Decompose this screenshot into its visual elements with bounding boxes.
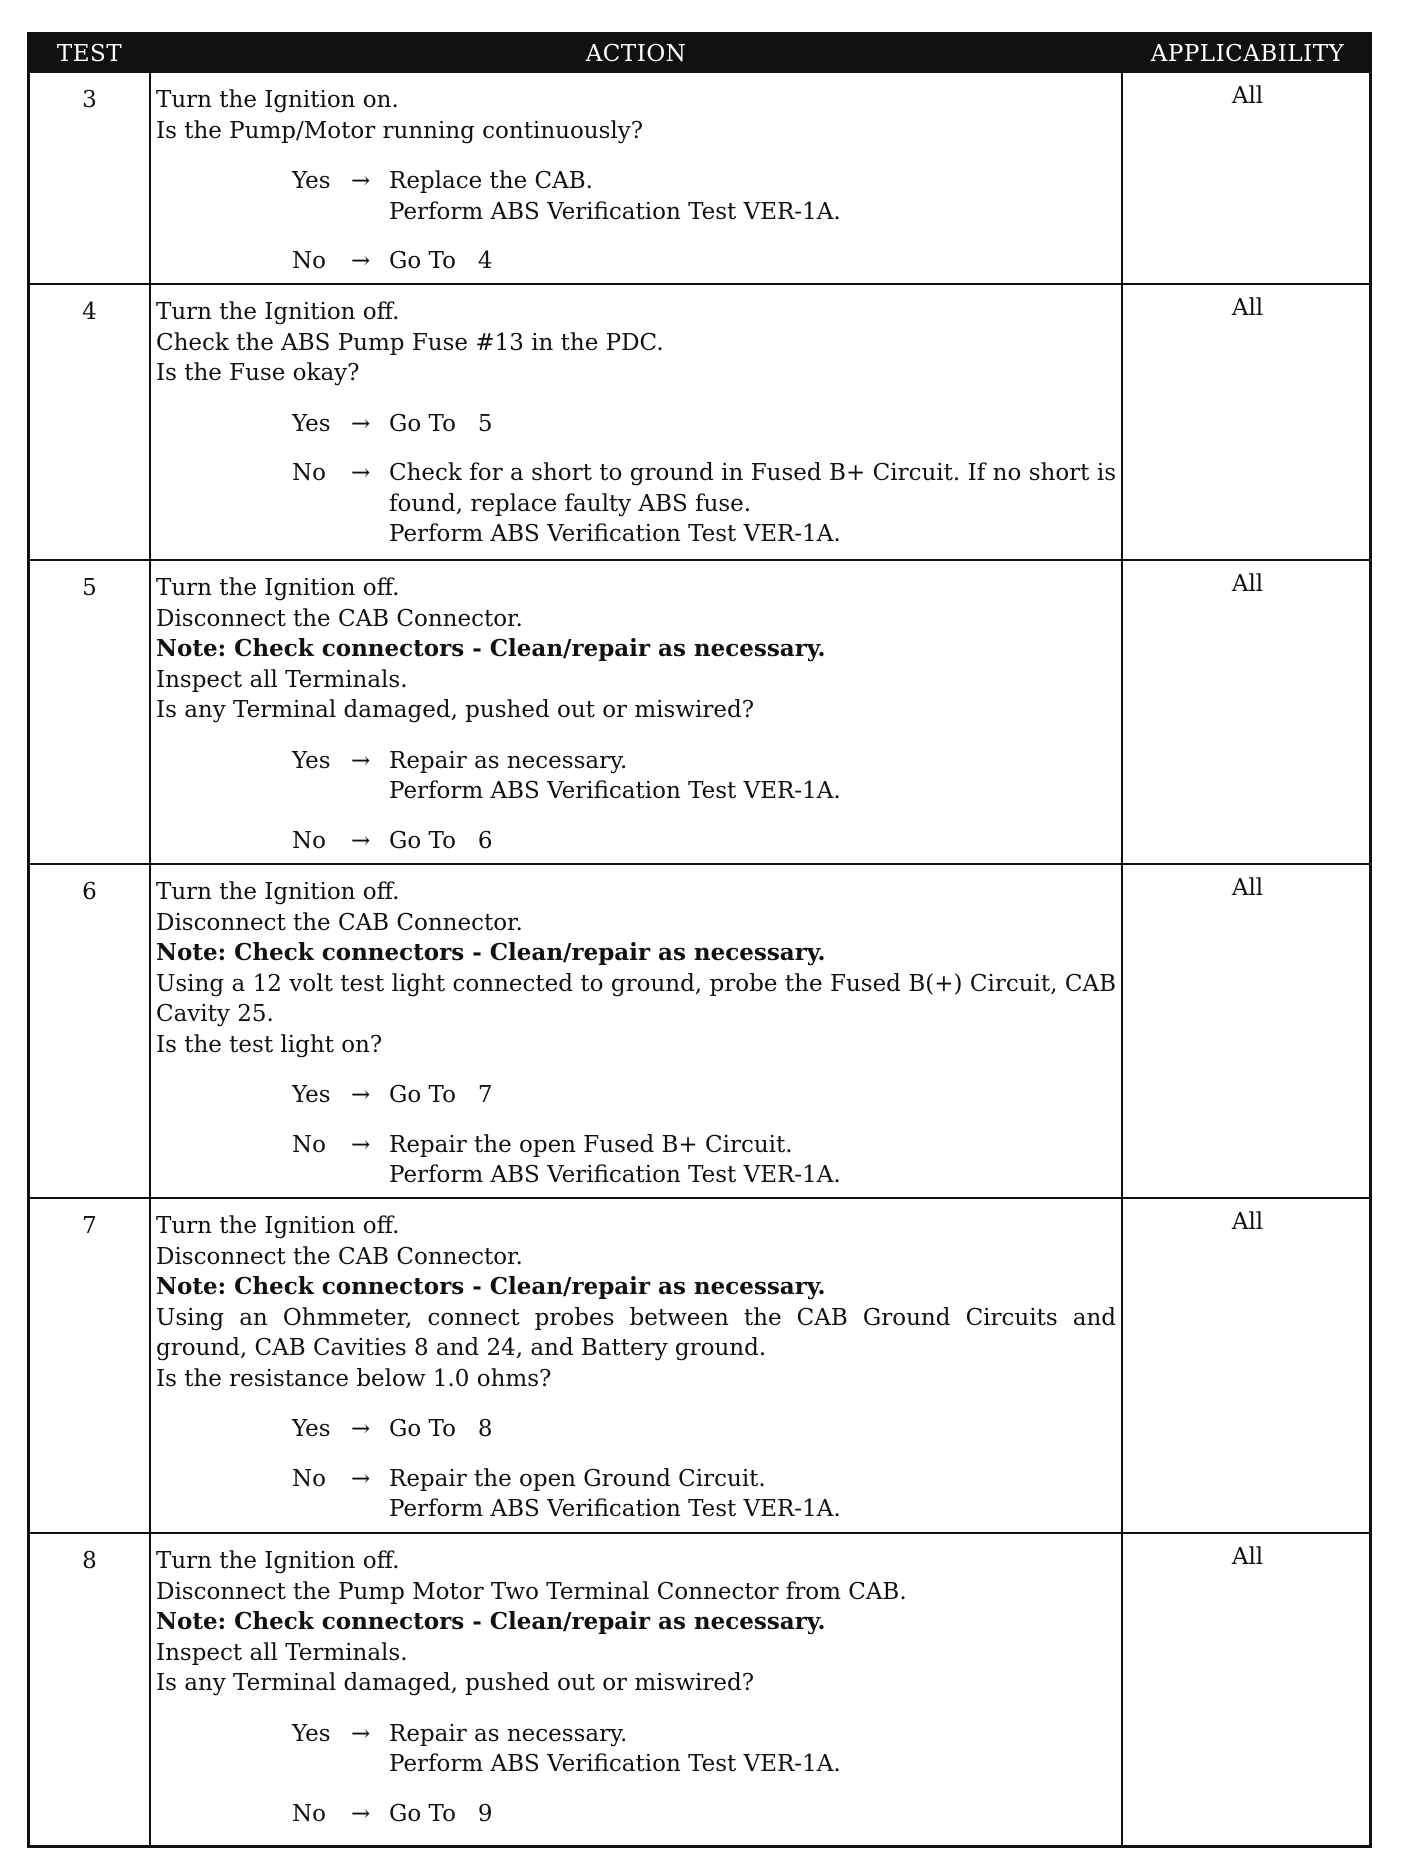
- table-header: [30, 35, 1369, 73]
- instruction-line: Turn the Ignition off.: [156, 1548, 400, 1574]
- outcome-no: [156, 246, 1116, 277]
- outcome-result: [389, 458, 1116, 550]
- note-line: Note: Check connectors - Clean/repair as necessary.: [156, 939, 826, 966]
- outcome-result: [389, 246, 1116, 277]
- applicability-value: All: [1231, 1209, 1264, 1235]
- note-line: Note: Check connectors - Clean/repair as necessary.: [156, 1608, 826, 1635]
- applicability-value: All: [1231, 875, 1264, 901]
- outcome-no: [156, 458, 1116, 550]
- table-row: [30, 283, 1369, 559]
- instruction-line: Is the Fuse okay?: [156, 360, 360, 386]
- header-applicability: APPLICABILITY: [1150, 41, 1345, 67]
- outcome-no: [156, 826, 1116, 857]
- test-number: 5: [82, 575, 97, 601]
- outcome-result: [389, 1799, 1116, 1830]
- arrow-icon: →: [351, 1720, 371, 1747]
- result-line: Go To 8: [389, 1416, 493, 1442]
- answer-label: No: [292, 827, 326, 854]
- outcome-result: [389, 166, 1116, 227]
- result-line: Go To 6: [389, 827, 493, 854]
- instruction-line: Turn the Ignition off.: [156, 879, 400, 905]
- outcome-yes: [156, 1414, 1116, 1445]
- result-line: Replace the CAB.: [389, 168, 593, 194]
- instruction-line: Check the ABS Pump Fuse #13 in the PDC.: [156, 329, 664, 356]
- action-cell: [156, 297, 1116, 550]
- outcome-yes: [156, 1080, 1116, 1111]
- instruction-line: Using an Ohmmeter, connect probes between the CAB Ground Circuits and ground, CAB Cavities 8 and 24, and Battery ground.: [156, 1304, 1116, 1361]
- answer-label: Yes: [292, 747, 331, 774]
- instruction-line: Is the Pump/Motor running continuously?: [156, 117, 644, 144]
- result-line: Go To 9: [389, 1800, 493, 1827]
- outcome-yes: [156, 409, 1116, 440]
- outcome-result: [389, 409, 1116, 440]
- instruction-line: Disconnect the CAB Connector.: [156, 909, 523, 936]
- action-cell: [156, 85, 1116, 277]
- outcome-result: [389, 1130, 1116, 1191]
- result-line: Perform ABS Verification Test VER-1A.: [389, 521, 841, 547]
- note-line: Note: Check connectors - Clean/repair as necessary.: [156, 1273, 826, 1300]
- result-line: Perform ABS Verification Test VER-1A.: [389, 1496, 841, 1522]
- answer-label: Yes: [292, 1082, 331, 1108]
- answer-label: No: [292, 1131, 326, 1158]
- test-number: 7: [82, 1213, 97, 1239]
- answer-label: No: [292, 1800, 326, 1827]
- table-row: [30, 559, 1369, 863]
- outcome-no: [156, 1130, 1116, 1191]
- instruction-line: Disconnect the CAB Connector.: [156, 1243, 523, 1270]
- diagnostic-test-table: [27, 32, 1372, 1848]
- instruction-line: Inspect all Terminals.: [156, 1639, 408, 1666]
- instruction-line: Turn the Ignition off.: [156, 1213, 400, 1239]
- arrow-icon: →: [351, 1416, 371, 1442]
- outcome-result: [389, 1719, 1116, 1780]
- answer-label: Yes: [292, 1720, 331, 1747]
- arrow-icon: →: [351, 827, 371, 854]
- result-line: Perform ABS Verification Test VER-1A.: [389, 778, 841, 804]
- action-cell: [156, 573, 1116, 856]
- answer-label: No: [292, 460, 326, 486]
- outcome-yes: [156, 1719, 1116, 1780]
- table-row: [30, 863, 1369, 1197]
- table-row: [30, 73, 1369, 283]
- answer-label: Yes: [292, 1416, 331, 1442]
- result-line: Repair as necessary.: [389, 1720, 628, 1747]
- arrow-icon: →: [351, 1465, 371, 1492]
- outcome-no: [156, 1799, 1116, 1830]
- answer-label: Yes: [292, 410, 331, 437]
- instruction-line: Inspect all Terminals.: [156, 666, 408, 693]
- result-line: Check for a short to ground in Fused B+ Circuit. If no short is found, replace faulty ABS fuse.: [389, 460, 1116, 517]
- test-number: 6: [82, 879, 97, 905]
- outcome-no: [156, 1464, 1116, 1525]
- result-line: Repair as necessary.: [389, 747, 628, 774]
- outcome-result: [389, 1080, 1116, 1111]
- result-line: Repair the open Fused B+ Circuit.: [389, 1131, 793, 1158]
- arrow-icon: →: [351, 1082, 371, 1108]
- arrow-icon: →: [351, 248, 371, 274]
- applicability-value: All: [1231, 1544, 1264, 1570]
- test-number: 3: [82, 87, 97, 113]
- outcome-result: [389, 826, 1116, 857]
- result-line: Perform ABS Verification Test VER-1A.: [389, 1751, 841, 1777]
- outcome-yes: [156, 746, 1116, 807]
- instruction-line: Is any Terminal damaged, pushed out or miswired?: [156, 697, 755, 723]
- outcome-result: [389, 1464, 1116, 1525]
- instruction-line: Using a 12 volt test light connected to ground, probe the Fused B(+) Circuit, CAB Cavity 25.: [156, 970, 1116, 1027]
- header-test: TEST: [56, 41, 123, 67]
- outcome-result: [389, 1414, 1116, 1445]
- instruction-line: Turn the Ignition on.: [156, 87, 399, 113]
- applicability-value: All: [1231, 571, 1264, 597]
- instruction-line: Turn the Ignition off.: [156, 299, 400, 325]
- result-line: Go To 7: [389, 1082, 493, 1108]
- arrow-icon: →: [351, 168, 371, 194]
- header-action: ACTION: [585, 41, 687, 67]
- arrow-icon: →: [351, 460, 371, 486]
- instruction-line: Turn the Ignition off.: [156, 575, 400, 601]
- instruction-line: Disconnect the CAB Connector.: [156, 605, 523, 632]
- arrow-icon: →: [351, 410, 371, 437]
- applicability-value: All: [1231, 295, 1264, 321]
- instruction-line: Disconnect the Pump Motor Two Terminal Connector from CAB.: [156, 1578, 907, 1605]
- answer-label: No: [292, 248, 326, 274]
- outcome-yes: [156, 166, 1116, 227]
- test-number: 8: [82, 1548, 97, 1574]
- action-cell: [156, 1546, 1116, 1829]
- result-line: Go To 5: [389, 410, 493, 437]
- applicability-value: All: [1231, 83, 1264, 109]
- table-row: [30, 1532, 1369, 1848]
- answer-label: No: [292, 1465, 326, 1492]
- instruction-line: Is any Terminal damaged, pushed out or miswired?: [156, 1670, 755, 1696]
- test-number: 4: [82, 299, 97, 325]
- arrow-icon: →: [351, 1800, 371, 1827]
- arrow-icon: →: [351, 1131, 371, 1158]
- action-cell: [156, 877, 1116, 1191]
- result-line: Go To 4: [389, 248, 493, 274]
- action-cell: [156, 1211, 1116, 1525]
- result-line: Perform ABS Verification Test VER-1A.: [389, 1162, 841, 1188]
- result-line: Perform ABS Verification Test VER-1A.: [389, 198, 841, 225]
- table-row: [30, 1197, 1369, 1532]
- outcome-result: [389, 746, 1116, 807]
- instruction-line: Is the resistance below 1.0 ohms?: [156, 1365, 552, 1392]
- instruction-line: Is the test light on?: [156, 1031, 383, 1058]
- arrow-icon: →: [351, 747, 371, 774]
- answer-label: Yes: [292, 168, 331, 194]
- result-line: Repair the open Ground Circuit.: [389, 1465, 766, 1492]
- note-line: Note: Check connectors - Clean/repair as necessary.: [156, 635, 826, 662]
